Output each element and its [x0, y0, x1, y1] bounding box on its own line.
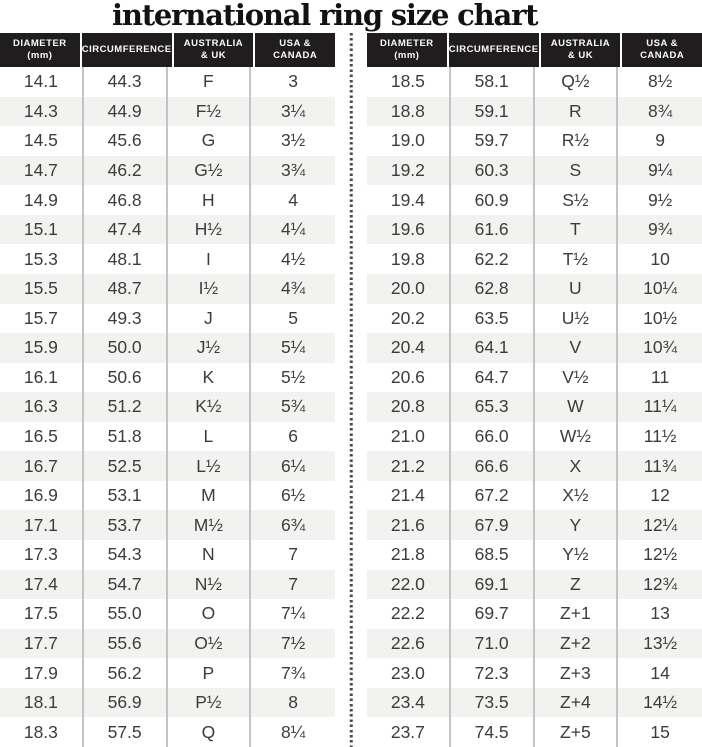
table-cell: 7¼ [280, 603, 306, 624]
table-cell: I [168, 244, 252, 274]
table-cell: V½ [535, 363, 619, 393]
table-cell: 59.7 [451, 126, 535, 156]
table-cell: 74.5 [451, 717, 535, 747]
table-row [0, 599, 335, 629]
table-cell: 55.0 [84, 599, 168, 629]
table-cell: 20.2 [367, 304, 451, 334]
table-cell: Q½ [535, 67, 619, 97]
table-cell: 17.7 [0, 629, 84, 659]
table-row [367, 481, 702, 511]
ring-size-table-right [367, 33, 702, 747]
table-row [367, 451, 702, 481]
title-row [0, 0, 702, 33]
table-cell: J [168, 304, 252, 334]
table-cell: 14.3 [0, 97, 84, 127]
table-row [0, 451, 335, 481]
table-cell: 64.7 [451, 363, 535, 393]
table-cell: 12½ [643, 544, 678, 565]
table-cell: 72.3 [451, 658, 535, 688]
table-cell: S½ [535, 185, 619, 215]
table-cell: L [168, 422, 252, 452]
table-cell: 9½ [647, 189, 673, 210]
table-cell: I½ [168, 274, 252, 304]
table-row [0, 422, 335, 452]
table-cell: 62.8 [451, 274, 535, 304]
table-cell: 14½ [643, 692, 678, 713]
table-cell: 47.4 [84, 215, 168, 245]
table-cell: Q [168, 717, 252, 747]
table-cell: 19.2 [367, 156, 451, 186]
table-cell: R½ [535, 126, 619, 156]
table-cell: S [535, 156, 619, 186]
tables-container [0, 33, 702, 747]
table-cell: F [168, 67, 252, 97]
table-cell: 21.0 [367, 422, 451, 452]
table-cell: L½ [168, 451, 252, 481]
table-cell: J½ [168, 333, 252, 363]
page-title: international ring size chart [112, 0, 538, 32]
table-cell: 55.6 [84, 629, 168, 659]
table-cell: 17.9 [0, 658, 84, 688]
table-cell: 22.0 [367, 570, 451, 600]
table-cell: 6 [288, 426, 298, 447]
table-row [367, 599, 702, 629]
table-cell: 20.8 [367, 392, 451, 422]
table-row [0, 244, 335, 274]
table-cell: O½ [168, 629, 252, 659]
table-cell: 8½ [647, 71, 673, 92]
column-header: USA & CANADA [255, 33, 335, 67]
table-body [0, 67, 335, 747]
dotted-divider [335, 33, 367, 747]
table-cell: 44.9 [84, 97, 168, 127]
table-cell: 3¾ [280, 159, 306, 180]
table-row [367, 422, 702, 452]
table-cell: 48.7 [84, 274, 168, 304]
table-cell: 5¼ [280, 337, 306, 358]
table-cell: 21.8 [367, 540, 451, 570]
table-cell: 16.3 [0, 392, 84, 422]
table-row [367, 688, 702, 718]
table-row [0, 304, 335, 334]
table-cell: 49.3 [84, 304, 168, 334]
table-cell: 50.6 [84, 363, 168, 393]
table-row [367, 126, 702, 156]
table-cell: W [535, 392, 619, 422]
table-cell: 6¾ [280, 514, 306, 535]
column-header: CIRCUMFERENCE [449, 33, 539, 67]
table-cell: 17.3 [0, 540, 84, 570]
table-cell: 8 [288, 692, 298, 713]
table-cell: 17.4 [0, 570, 84, 600]
table-cell: 22.6 [367, 629, 451, 659]
table-cell: N [168, 540, 252, 570]
table-cell: 11½ [643, 426, 677, 447]
table-cell: 63.5 [451, 304, 535, 334]
table-cell: 66.0 [451, 422, 535, 452]
table-cell: 51.2 [84, 392, 168, 422]
table-cell: 61.6 [451, 215, 535, 245]
table-cell: 53.1 [84, 481, 168, 511]
table-row [367, 392, 702, 422]
table-cell: 56.2 [84, 658, 168, 688]
table-cell: F½ [168, 97, 252, 127]
table-header-row [0, 33, 335, 67]
table-cell: T [535, 215, 619, 245]
table-row [367, 97, 702, 127]
table-cell: 14.1 [0, 67, 84, 97]
table-body [367, 67, 702, 747]
column-header: USA & CANADA [622, 33, 702, 67]
table-cell: 11 [651, 366, 670, 387]
table-cell: P [168, 658, 252, 688]
table-cell: 8¼ [280, 721, 306, 742]
table-cell: 7¾ [280, 662, 306, 683]
table-cell: 13 [650, 603, 670, 624]
table-cell: 18.3 [0, 717, 84, 747]
table-cell: 71.0 [451, 629, 535, 659]
table-row [367, 629, 702, 659]
table-cell: 6½ [280, 485, 306, 506]
table-cell: U½ [535, 304, 619, 334]
table-cell: Z+2 [535, 629, 619, 659]
table-cell: 15.5 [0, 274, 84, 304]
table-cell: 4¾ [280, 278, 306, 299]
table-cell: U [535, 274, 619, 304]
table-cell: 19.4 [367, 185, 451, 215]
table-cell: H [168, 185, 252, 215]
table-cell: 46.2 [84, 156, 168, 186]
table-row [0, 97, 335, 127]
column-header: CIRCUMFERENCE [82, 33, 172, 67]
table-cell: 21.2 [367, 451, 451, 481]
table-row [367, 274, 702, 304]
table-cell: Z+1 [535, 599, 619, 629]
ring-size-table-left [0, 33, 335, 747]
table-cell: 67.2 [451, 481, 535, 511]
table-cell: 17.5 [0, 599, 84, 629]
table-row [0, 126, 335, 156]
column-header: DIAMETER (mm) [367, 33, 447, 67]
table-cell: 11¾ [643, 455, 677, 476]
table-cell: 58.1 [451, 67, 535, 97]
table-cell: 12¼ [643, 514, 678, 535]
table-row [0, 156, 335, 186]
table-cell: 65.3 [451, 392, 535, 422]
table-row [367, 333, 702, 363]
table-row [367, 510, 702, 540]
table-cell: 14.5 [0, 126, 84, 156]
table-cell: 9¼ [647, 159, 673, 180]
table-cell: 16.1 [0, 363, 84, 393]
table-cell: 19.0 [367, 126, 451, 156]
table-cell: W½ [535, 422, 619, 452]
table-cell: 52.5 [84, 451, 168, 481]
table-cell: 9¾ [647, 219, 673, 240]
table-cell: G½ [168, 156, 252, 186]
table-row [367, 570, 702, 600]
table-cell: 73.5 [451, 688, 535, 718]
table-cell: 21.6 [367, 510, 451, 540]
table-cell: Z+4 [535, 688, 619, 718]
table-cell: 10 [650, 248, 670, 269]
table-cell: Z+5 [535, 717, 619, 747]
table-cell: 10¾ [643, 337, 678, 358]
table-cell: 5¾ [280, 396, 306, 417]
column-header: AUSTRALIA & UK [174, 33, 254, 67]
table-cell: 3 [288, 71, 298, 92]
table-cell: 46.8 [84, 185, 168, 215]
table-cell: 14 [650, 662, 670, 683]
table-cell: 62.2 [451, 244, 535, 274]
table-cell: 20.4 [367, 333, 451, 363]
table-cell: 57.5 [84, 717, 168, 747]
table-cell: 8¾ [647, 100, 673, 121]
table-cell: 22.2 [367, 599, 451, 629]
table-cell: 59.1 [451, 97, 535, 127]
table-cell: 4¼ [280, 219, 306, 240]
table-row [367, 540, 702, 570]
table-cell: 16.7 [0, 451, 84, 481]
table-cell: 60.3 [451, 156, 535, 186]
table-cell: M [168, 481, 252, 511]
table-cell: 69.1 [451, 570, 535, 600]
table-cell: 14.9 [0, 185, 84, 215]
table-cell: 48.1 [84, 244, 168, 274]
table-cell: 20.0 [367, 274, 451, 304]
table-cell: K [168, 363, 252, 393]
table-cell: N½ [168, 570, 252, 600]
table-cell: 20.6 [367, 363, 451, 393]
table-row [0, 481, 335, 511]
table-cell: 60.9 [451, 185, 535, 215]
table-row [0, 570, 335, 600]
table-cell: 15.7 [0, 304, 84, 334]
table-cell: 53.7 [84, 510, 168, 540]
table-row [367, 156, 702, 186]
table-cell: 12¾ [643, 573, 678, 594]
table-row [0, 510, 335, 540]
table-cell: 68.5 [451, 540, 535, 570]
table-cell: 67.9 [451, 510, 535, 540]
table-row [0, 274, 335, 304]
table-cell: Z+3 [535, 658, 619, 688]
table-row [367, 658, 702, 688]
table-cell: 6¼ [280, 455, 306, 476]
table-cell: 14.7 [0, 156, 84, 186]
table-cell: 54.7 [84, 570, 168, 600]
table-row [367, 717, 702, 747]
table-cell: M½ [168, 510, 252, 540]
table-cell: 4 [288, 189, 298, 210]
column-header: AUSTRALIA & UK [541, 33, 621, 67]
table-row [0, 629, 335, 659]
table-cell: O [168, 599, 252, 629]
table-cell: 15.9 [0, 333, 84, 363]
table-cell: 17.1 [0, 510, 84, 540]
table-cell: 7 [288, 573, 298, 594]
table-cell: 7 [288, 544, 298, 565]
table-cell: 23.7 [367, 717, 451, 747]
table-cell: 19.6 [367, 215, 451, 245]
table-cell: 66.6 [451, 451, 535, 481]
table-cell: 21.4 [367, 481, 451, 511]
table-cell: H½ [168, 215, 252, 245]
table-row [367, 67, 702, 97]
table-cell: 16.5 [0, 422, 84, 452]
table-cell: 15.1 [0, 215, 84, 245]
table-cell: 54.3 [84, 540, 168, 570]
table-row [0, 67, 335, 97]
table-cell: 15 [650, 721, 670, 742]
table-row [0, 688, 335, 718]
table-cell: T½ [535, 244, 619, 274]
table-cell: 50.0 [84, 333, 168, 363]
table-cell: V [535, 333, 619, 363]
table-cell: 56.9 [84, 688, 168, 718]
table-cell: X [535, 451, 619, 481]
table-cell: 4½ [280, 248, 306, 269]
table-row [0, 540, 335, 570]
table-cell: 23.0 [367, 658, 451, 688]
table-cell: 44.3 [84, 67, 168, 97]
table-cell: 3½ [280, 130, 306, 151]
table-cell: P½ [168, 688, 252, 718]
table-cell: 19.8 [367, 244, 451, 274]
table-cell: 16.9 [0, 481, 84, 511]
table-cell: 10¼ [643, 278, 678, 299]
table-row [367, 244, 702, 274]
table-cell: 51.8 [84, 422, 168, 452]
table-cell: 5½ [280, 366, 306, 387]
table-row [0, 658, 335, 688]
table-cell: 18.8 [367, 97, 451, 127]
table-cell: 9 [655, 130, 665, 151]
table-cell: 7½ [280, 632, 306, 653]
table-row [367, 215, 702, 245]
table-row [0, 392, 335, 422]
table-cell: 64.1 [451, 333, 535, 363]
table-cell: 15.3 [0, 244, 84, 274]
table-row [367, 185, 702, 215]
table-row [0, 333, 335, 363]
table-row [367, 304, 702, 334]
table-cell: Y½ [535, 540, 619, 570]
table-row [0, 215, 335, 245]
table-cell: Z [535, 570, 619, 600]
table-cell: 18.5 [367, 67, 451, 97]
table-cell: 5 [288, 307, 298, 328]
table-cell: K½ [168, 392, 252, 422]
table-cell: 11¼ [643, 396, 677, 417]
table-cell: R [535, 97, 619, 127]
table-row [0, 717, 335, 747]
column-header: DIAMETER (mm) [0, 33, 80, 67]
table-cell: 18.1 [0, 688, 84, 718]
table-cell: 23.4 [367, 688, 451, 718]
table-cell: 3¼ [280, 100, 306, 121]
table-cell: 12 [650, 485, 670, 506]
table-cell: X½ [535, 481, 619, 511]
table-cell: 45.6 [84, 126, 168, 156]
table-cell: G [168, 126, 252, 156]
table-row [0, 363, 335, 393]
table-cell: 10½ [643, 307, 678, 328]
table-header-row [367, 33, 702, 67]
table-cell: 69.7 [451, 599, 535, 629]
table-cell: 13½ [643, 632, 678, 653]
table-row [0, 185, 335, 215]
table-cell: Y [535, 510, 619, 540]
table-row [367, 363, 702, 393]
